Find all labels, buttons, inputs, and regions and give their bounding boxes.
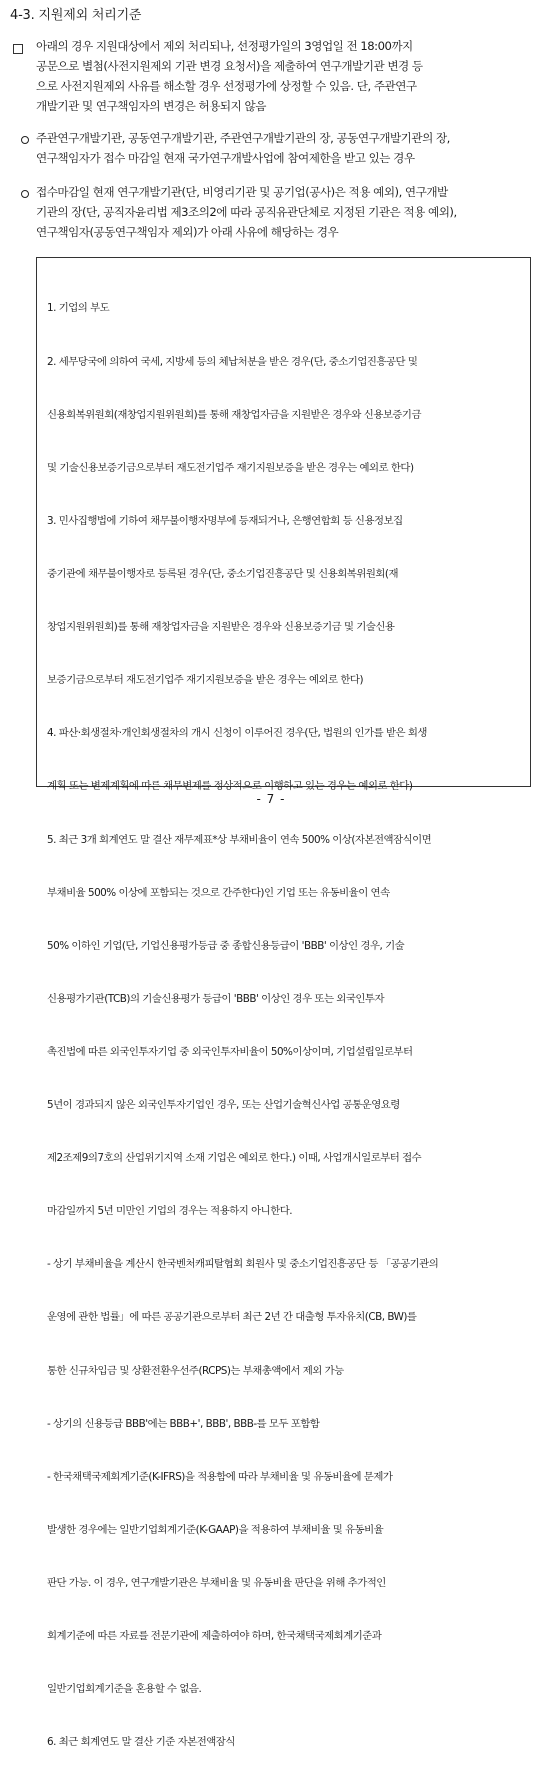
box-item-list: [47, 265, 525, 1787]
list-item: 1. 기업의 부도: [47, 302, 110, 315]
list-item: - 상기 부채비율을 계산시 한국벤처캐피탈협회 회원사 및 중소기업진흥공단 등 「공공기관의: [47, 1258, 439, 1271]
main-paragraph: [36, 36, 536, 116]
square-bullet-icon: [13, 44, 23, 54]
list-item: 3. 민사집행법에 기하여 채무불이행자명부에 등재되거나, 은행연합회 등 신용정보집: [47, 514, 403, 527]
main-paragraph-line: 아래의 경우 지원대상에서 제외 처리되나, 선정평가일의 3영업일 전 18:00까지: [36, 39, 413, 53]
list-item: 마감일까지 5년 미만인 기업의 경우는 적용하지 아니한다.: [47, 1205, 293, 1218]
list-item: 창업지원위원회)를 통해 재창업자금을 지원받은 경우와 신용보증기금 및 기술신용: [47, 621, 395, 634]
list-item: 회계기준에 따른 자료를 전문기관에 제출하여야 하며, 한국채택국제회계기준과: [47, 1630, 382, 1643]
list-item: 4. 파산·회생절차·개인회생절차의 개시 신청이 이루어진 경우(단, 법원의 인가를 받은 회생: [47, 727, 427, 740]
exclusion-criteria-box: [36, 257, 531, 1749]
list-item: 50% 이하인 기업(단, 기업신용평가등급 중 종합신용등급이 'BBB' 이상인 경우, 기술: [47, 939, 405, 952]
list-item: 신용회복위원회(재창업지원위원회)를 통해 재창업자금을 지원받은 경우와 신용보증기금: [47, 408, 422, 421]
page-number: - 7 -: [256, 792, 286, 806]
list-item: 신용평가기관(TCB)의 기술신용평가 등급이 'BBB' 이상인 경우 또는 외국인투자: [47, 992, 384, 1005]
list-item: 5년이 경과되지 않은 외국인투자기업인 경우, 또는 산업기술혁신사업 공통운영요령: [47, 1099, 400, 1112]
sub-bullet-paragraph: [36, 182, 536, 242]
list-item: 촉진법에 따른 외국인투자기업 중 외국인투자비율이 50%이상이며, 기업설립일로부터: [47, 1045, 413, 1058]
list-item: 보증기금으로부터 재도전기업주 재기지원보증을 받은 경우는 예외로 한다): [47, 674, 364, 687]
sub-bullet-line: 기관의 장(단, 공직자윤리법 제3조의2에 따라 공직유관단체로 지정된 기관은 적용 예외),: [36, 205, 457, 219]
sub-bullet-line: 주관연구개발기관, 공동연구개발기관, 주관연구개발기관의 장, 공동연구개발기관의 장,: [36, 131, 450, 145]
list-item: - 상기의 신용등급 BBB'에는 BBB+', BBB', BBB-를 모두 포함함: [47, 1417, 320, 1430]
list-item: - 한국채택국제회계기준(K-IFRS)을 적용함에 따라 부채비율 및 유동비율에 문제가: [47, 1470, 393, 1483]
list-item: 제2조제9의7호의 산업위기지역 소재 기업은 예외로 한다.) 이때, 사업개시일로부터 접수: [47, 1152, 422, 1165]
list-item: 계획 또는 변제계획에 따른 채무변제를 정상적으로 이행하고 있는 경우는 예외로 한다): [47, 780, 413, 793]
list-item: 발생한 경우에는 일반기업회계기준(K-GAAP)을 적용하여 부채비율 및 유동비율: [47, 1523, 384, 1536]
list-item: 판단 가능. 이 경우, 연구개발기관은 부채비율 및 유동비율 판단을 위해 추가적인: [47, 1577, 386, 1590]
list-item: 6. 최근 회계연도 말 결산 기준 자본전액잠식: [47, 1736, 235, 1749]
main-paragraph-line: 으로 사전지원제외 사유를 해소할 경우 선정평가에 상정할 수 있음. 단, 주관연구: [36, 79, 417, 93]
sub-bullet-paragraph: [36, 128, 536, 168]
list-item: 5. 최근 3개 회계연도 말 결산 재무제표*상 부채비율이 연속 500% 이상(자본전액잠식이면: [47, 833, 432, 846]
list-item: 2. 세무당국에 의하여 국세, 지방세 등의 체납처분을 받은 경우(단, 중소기업진흥공단 및: [47, 355, 418, 368]
list-item: 일반기업회계기준을 혼용할 수 없음.: [47, 1683, 202, 1696]
list-item: 중기관에 채무불이행자로 등록된 경우(단, 중소기업진흥공단 및 신용회복위원회(재: [47, 567, 398, 580]
circle-bullet-icon: [21, 190, 29, 198]
list-item: 부채비율 500% 이상에 포함되는 것으로 간주한다)인 기업 또는 유동비율이 연속: [47, 886, 390, 899]
list-item: 운영에 관한 법률」에 따른 공공기관으로부터 최근 2년 간 대출형 투자유치(CB, BW)를: [47, 1311, 417, 1324]
main-paragraph-line: 개발기관 및 연구책임자의 변경은 허용되지 않음: [36, 99, 266, 113]
sub-bullet-line: 접수마감일 현재 연구개발기관(단, 비영리기관 및 공기업(공사)은 적용 예외), 연구개발: [36, 185, 448, 199]
circle-bullet-icon: [21, 136, 29, 144]
section-title: 4-3. 지원제외 처리기준: [10, 8, 142, 23]
sub-bullet-line: 연구책임자(공동연구책임자 제외)가 아래 사유에 해당하는 경우: [36, 225, 339, 239]
main-paragraph-line: 공문으로 별첨(사전지원제외 기관 변경 요청서)을 제출하여 연구개발기관 변경 등: [36, 59, 423, 73]
list-item: 통한 신규차입금 및 상환전환우선주(RCPS)는 부채총액에서 제외 가능: [47, 1364, 344, 1377]
sub-bullet-line: 연구책임자가 접수 마감일 현재 국가연구개발사업에 참여제한을 받고 있는 경우: [36, 151, 415, 165]
list-item: 및 기술신용보증기금으로부터 재도전기업주 재기지원보증을 받은 경우는 예외로 한다): [47, 461, 414, 474]
